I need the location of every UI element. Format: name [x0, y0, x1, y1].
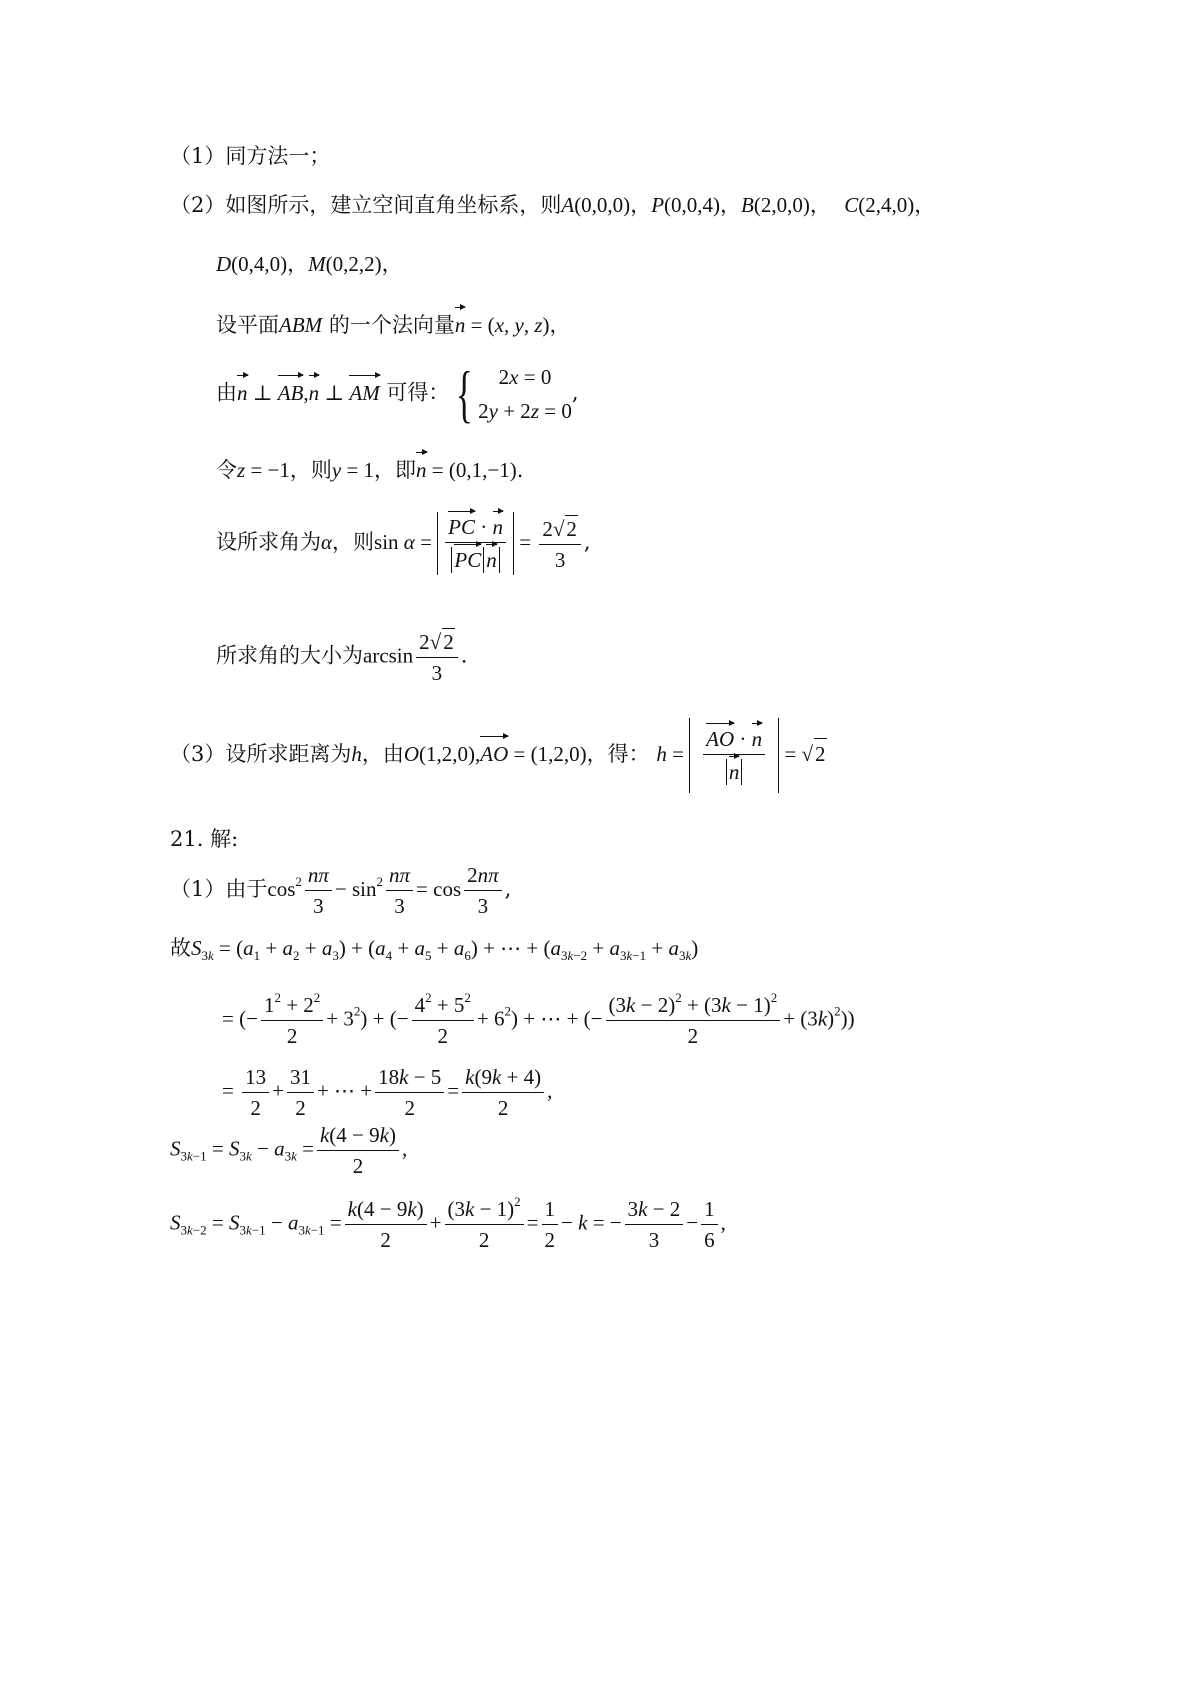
line-part3-distance: （3）设所求距离为h，由O(1,2,0),AO = (1,2,0)，得： h = $\frac{AO \cdot n}{n}$ = √2: [170, 718, 827, 793]
line-arcsin: 所求角的大小为arcsin $\frac{2√2}{3}$ .: [216, 630, 468, 685]
line-part1: （1）同方法一；: [170, 144, 331, 168]
line-s3k-minus-2: $S_{3k-2} = S_{3k-1} - a_{3k-1}$ = $\frac{k(4 - 9k)}{2}$ + $\frac{(3k - 1)^2}{2}$ = $\frac{1}{2}$ − k = − $\frac{3k - 2}{3}$ − $\frac{1}{6}$ ,: [170, 1194, 726, 1252]
line-sum-s3k: 故$S_{3k} = (a_1 + a_2 + a_3) + (a_4 + a_5 + a_6)$ + ⋯ + $(a_{3k-2} + a_{3k-1} + a_{3k})$: [170, 936, 699, 963]
line-set-z: 令z = −1，则y = 1，即n = (0,1,−1).: [216, 455, 523, 485]
equation-system: { 2x = 0 2y + 2z = 0: [456, 358, 572, 429]
line-coordinates-cont: D(0,4,0)，M(0,2,2)，: [216, 252, 403, 276]
line-perpendicular-system: 由n ⊥ AB,n ⊥ AM 可得： { 2x = 0 2y + 2z = 0 ,: [216, 358, 579, 429]
line-21-part1: （1）由于$\cos^2$ $\frac{n\pi}{3}$ − $\sin^2$ $\frac{n\pi}{3}$ = cos $\frac{2n\pi}{3}$ ,: [170, 863, 512, 918]
line-sine-angle: 设所求角为α，则sin α = PC · n PC n = $\frac{2√2}{3}$ ,: [216, 512, 591, 575]
line-part2-coordinates: （2）如图所示，建立空间直角坐标系，则A(0,0,0)，P(0,0,4)，B(2,0,0)， C(2,4,0)，: [170, 193, 936, 217]
line-sum-expansion: = (− $\frac{1^2 + 2^2}{2}$ + $3^2$) + (− $\frac{4^2 + 5^2}{2}$ + $6^2$) + ⋯ + (− $\frac{(3k - 2)^2 + (3k - 1)^2}{2}$ + $(3k)^2$)): [222, 990, 855, 1048]
line-sum-result: = $\frac{13}{2}$ + $\frac{31}{2}$ + ⋯ + $\frac{18k - 5}{2}$ = $\frac{k(9k + 4)}{2}$ ,: [222, 1065, 553, 1120]
question-21-heading: 21. 解:: [170, 827, 239, 851]
line-s3k-minus-1: $S_{3k-1} = S_{3k} - a_{3k}$ = $\frac{k(4 - 9k)}{2}$ ,: [170, 1123, 408, 1178]
line-normal-vector: 设平面ABM 的一个法向量n = (x, y, z)，: [216, 310, 571, 340]
